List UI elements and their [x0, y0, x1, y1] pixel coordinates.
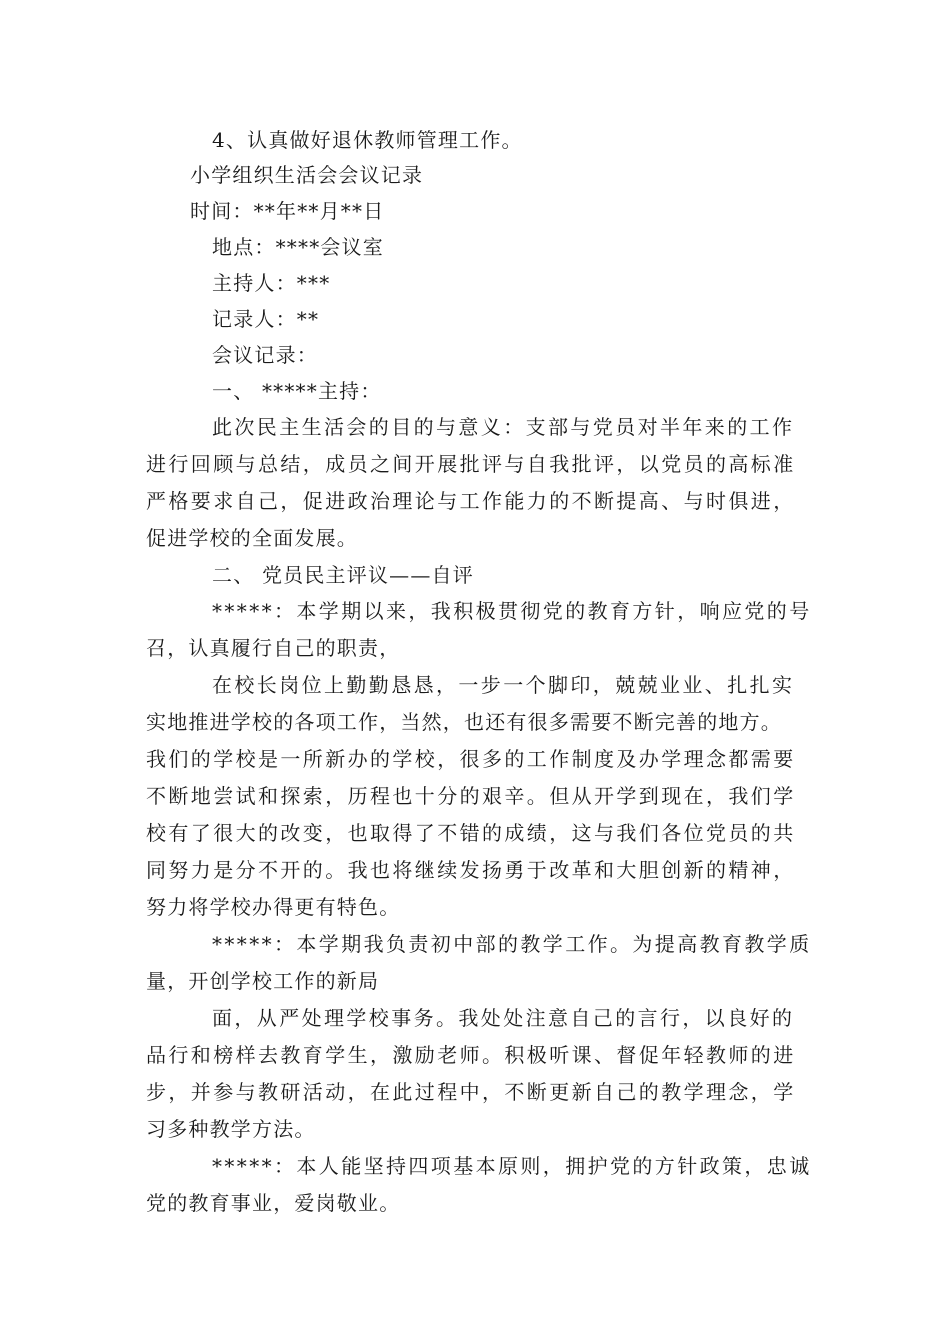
meeting-record-label: 会议记录： [212, 343, 318, 367]
paragraph-line: 不断地尝试和探索，历程也十分的艰辛。但从开学到现在，我们学 [146, 784, 796, 808]
paragraph-line: 习多种教学方法。 [146, 1117, 316, 1141]
meeting-location: 地点：****会议室 [212, 235, 384, 259]
paragraph-line: *****：本学期我负责初中部的教学工作。为提高教育教学质 [212, 932, 812, 956]
paragraph-line: 召，认真履行自己的职责， [146, 636, 401, 660]
paragraph-line: 同努力是分不开的。我也将继续发扬勇于改革和大胆创新的精神， [146, 858, 796, 882]
paragraph-line: 实地推进学校的各项工作，当然，也还有很多需要不断完善的地方。 [146, 710, 782, 734]
paragraph-line: 我们的学校是一所新办的学校，很多的工作制度及办学理念都需要 [146, 747, 796, 771]
paragraph-line: 促进学校的全面发展。 [146, 526, 358, 550]
paragraph-line: *****：本人能坚持四项基本原则，拥护党的方针政策，忠诚 [212, 1154, 812, 1178]
paragraph-line: 步，并参与教研活动，在此过程中，不断更新自己的教学理念，学 [146, 1080, 796, 1104]
section-title: 小学组织生活会会议记录 [190, 163, 424, 187]
meeting-recorder: 记录人：** [212, 307, 320, 331]
paragraph-line: 此次民主生活会的目的与意义：支部与党员对半年来的工作 [212, 415, 795, 439]
paragraph-line: 校有了很大的改变，也取得了不错的成绩，这与我们各位党员的共 [146, 821, 796, 845]
meeting-host: 主持人：*** [212, 271, 331, 295]
paragraph-line: 品行和榜样去教育学生，激励老师。积极听课、督促年轻教师的进 [146, 1043, 796, 1067]
paragraph-line: 进行回顾与总结，成员之间开展批评与自我批评，以党员的高标准 [146, 452, 796, 476]
paragraph-line: 在校长岗位上勤勤恳恳，一步一个脚印，兢兢业业、扎扎实 [212, 673, 795, 697]
paragraph-line: *****：本学期以来，我积极贯彻党的教育方针，响应党的号 [212, 599, 812, 623]
paragraph-line: 量，开创学校工作的新局 [146, 969, 380, 993]
item-heading-1: 一、 *****主持： [212, 379, 382, 403]
text-line: 4、认真做好退休教师管理工作。 [212, 128, 523, 152]
paragraph-line: 面，从严处理学校事务。我处处注意自己的言行，以良好的 [212, 1006, 795, 1030]
paragraph-line: 党的教育事业，爱岗敬业。 [146, 1191, 401, 1215]
paragraph-line: 严格要求自己，促进政治理论与工作能力的不断提高、与时俱进， [146, 489, 796, 513]
paragraph-line: 努力将学校办得更有特色。 [146, 895, 401, 919]
item-heading-2: 二、 党员民主评议——自评 [212, 563, 474, 587]
meeting-time: 时间：**年**月**日 [190, 199, 385, 223]
